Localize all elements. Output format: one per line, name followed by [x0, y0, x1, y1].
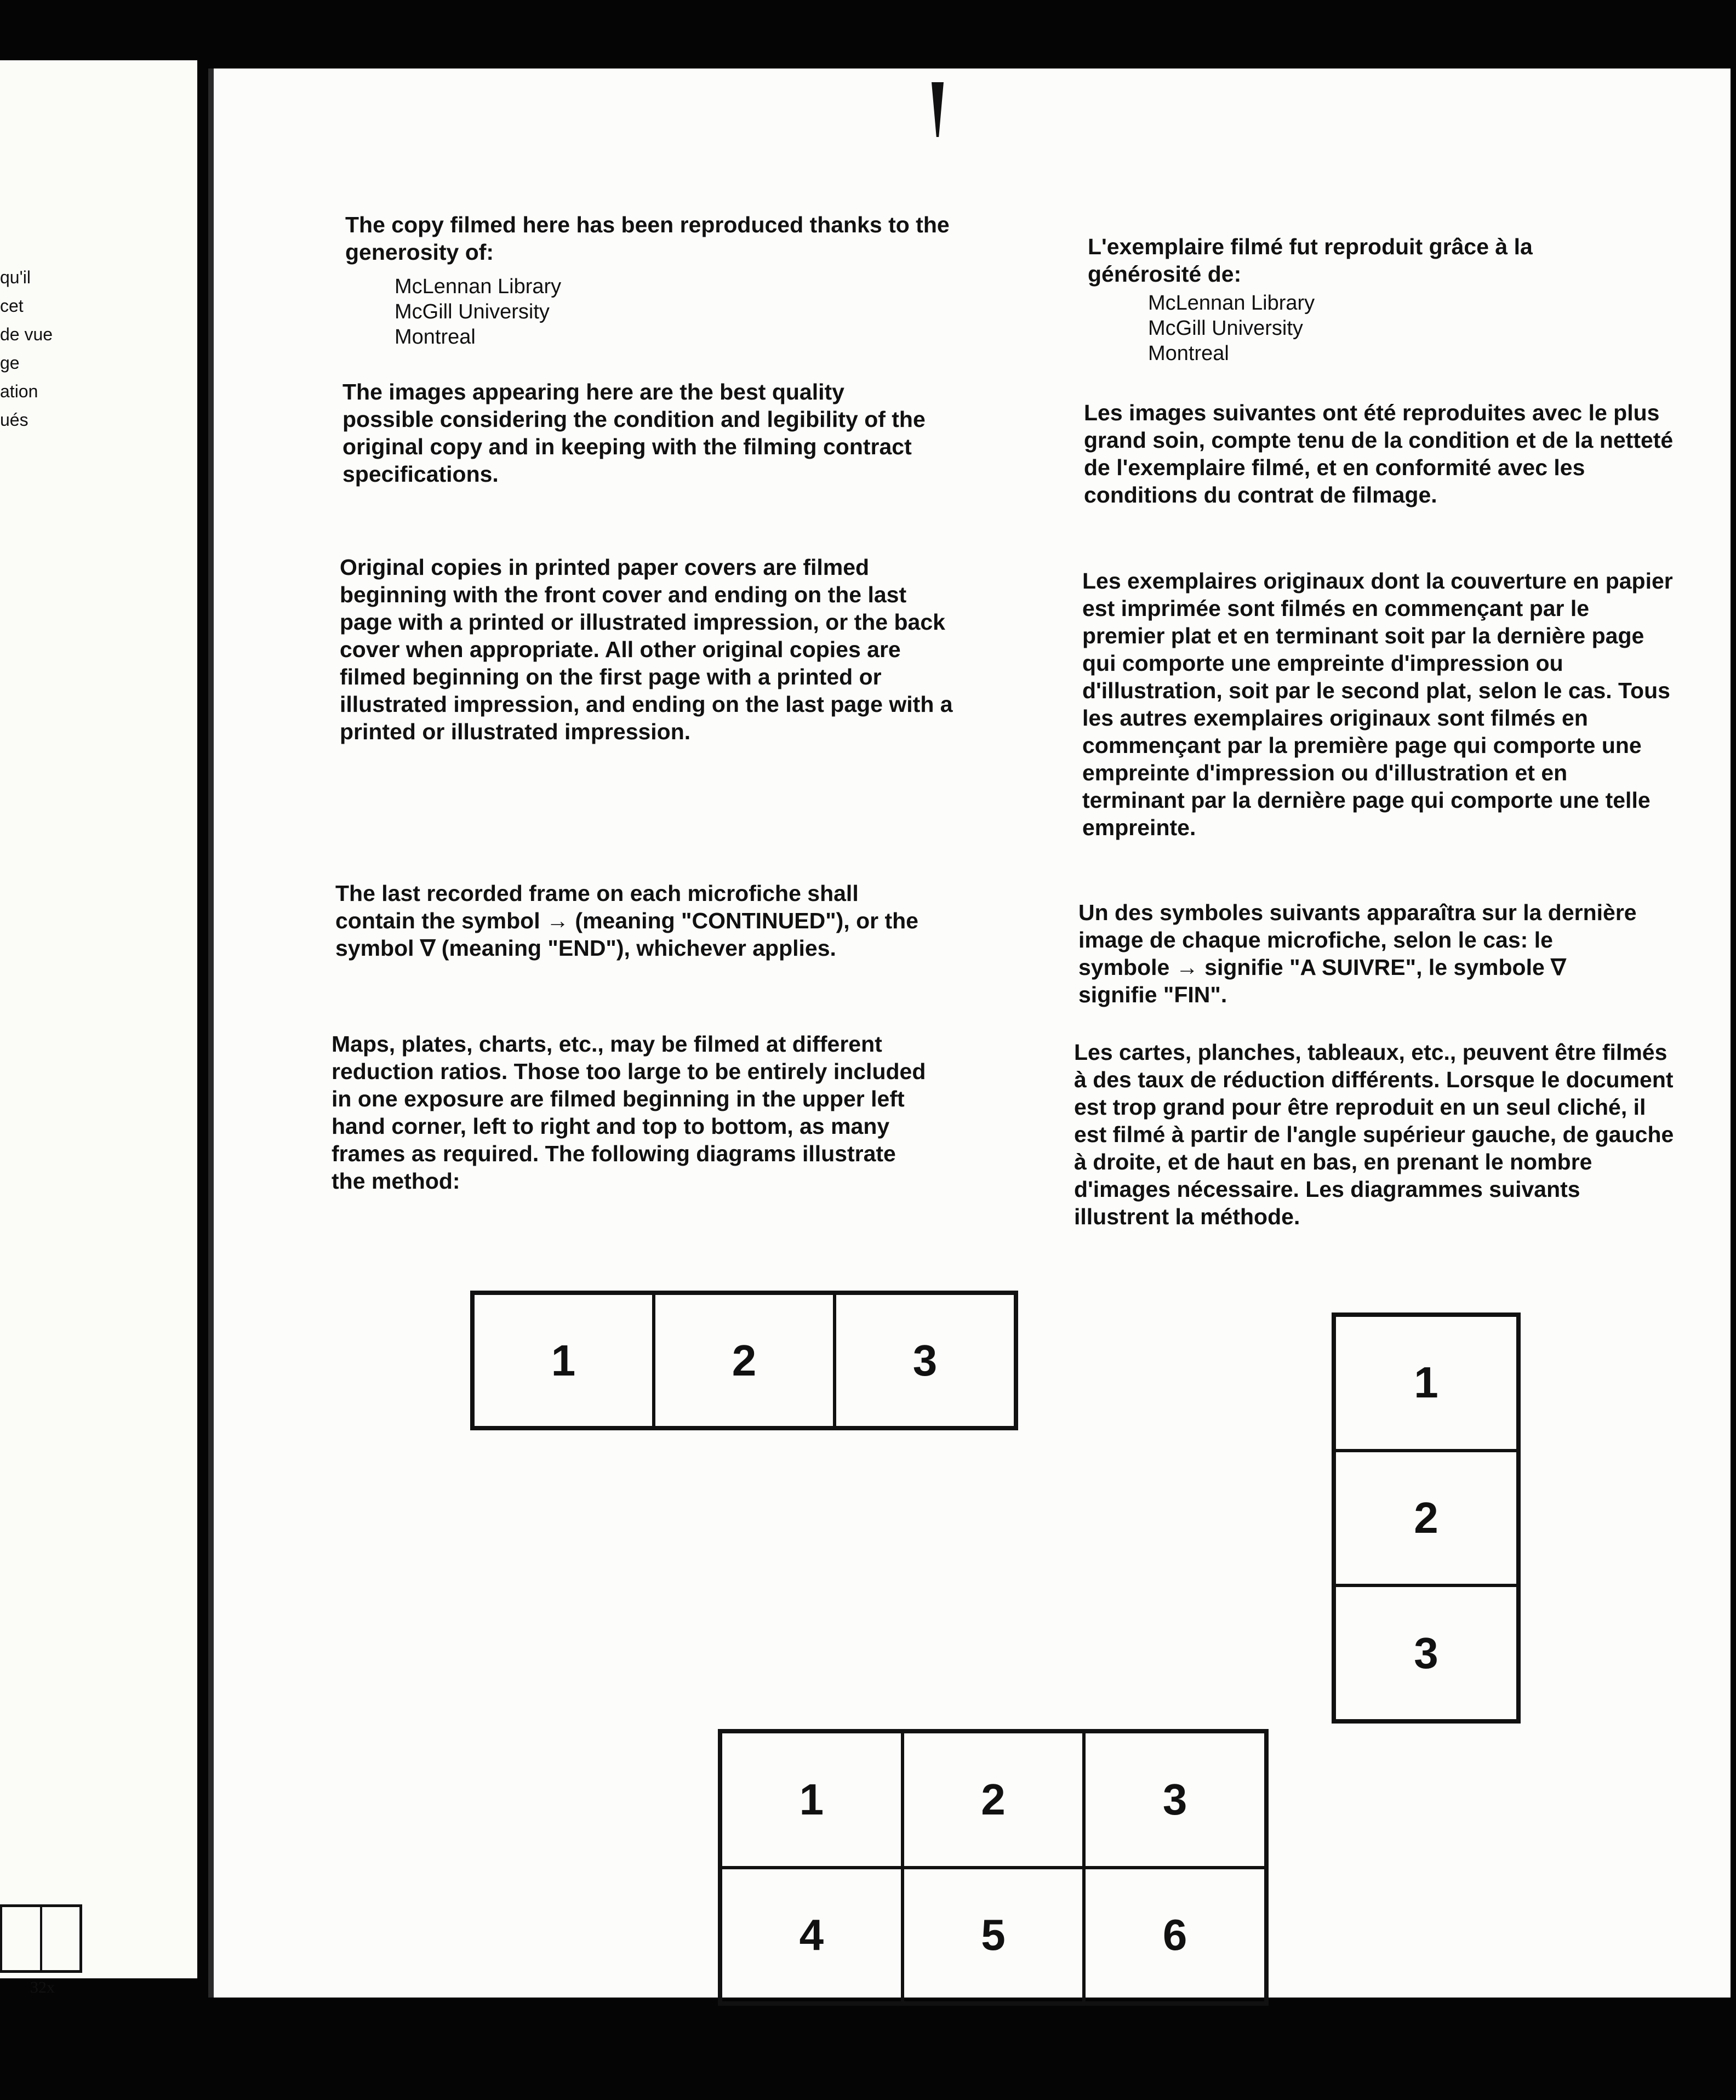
french-maps: Les cartes, planches, tableaux, etc., peuvent être filmés à des taux de réduction différents. Lorsque le document est trop grand pour être reproduit en un seul cliché, il est filmé à partir de l'angle supérieur gauche, de gauche à droite, et de haut en bas, en prenant le nombre d'images nécessaire. Les diagrammes suivants illustrent la méthode.: [1074, 1040, 1674, 1229]
arrow-icon: →: [1175, 955, 1198, 980]
frame-cell: 2: [654, 1293, 835, 1428]
symbols-text: (meaning "END"), whichever applies.: [441, 935, 836, 961]
frame-cell: 6: [1084, 1868, 1266, 2004]
english-originals: Original copies in printed paper covers are filmed beginning with the front cover and ending on the last page with a printed or illustrated impression, or the back cover when appropriate. All other original copies are filmed beginning on the first page with a printed or illustrated impression, and ending on the last page with a printed or illustrated impression.: [340, 555, 953, 744]
frame-cell: 2: [1334, 1451, 1518, 1586]
symbols-text: The last recorded frame on each microfiche shall contain the symbol: [335, 881, 859, 933]
arrow-icon: →: [546, 908, 569, 933]
diagram-row: [470, 1291, 1018, 1430]
diagram-column: [1332, 1312, 1521, 1724]
left-fragment: qu'il: [0, 267, 31, 287]
english-intro: The copy filmed here has been reproduced thanks to the generosity of:: [345, 212, 950, 265]
institution-line: Montreal: [1148, 342, 1229, 365]
frame-cell: 3: [1084, 1732, 1266, 1868]
english-institution: [395, 274, 723, 350]
french-originals: Les exemplaires originaux dont la couverture en papier est imprimée sont filmés en commençant par le premier plat et en terminant soit par la dernière page qui comporte une empreinte d'impression ou d'illustration, soit par le second plat, selon le cas. Tous les autres exemplaires originaux sont filmés en commençant par la première page qui comporte une empreinte d'impression ou d'illustration et en terminant par la dernière page qui comporte une telle empreinte.: [1082, 568, 1673, 840]
left-fragment: cet: [0, 296, 24, 316]
french-quality: Les images suivantes ont été reproduites avec le plus grand soin, compte tenu de la condition et de la netteté de l'exemplaire filmé, et en conformité avec les conditions du contrat de filmage.: [1084, 400, 1674, 507]
symbols-text: signifie "FIN".: [1078, 982, 1227, 1007]
institution-line: McGill University: [1148, 317, 1303, 340]
french-intro: L'exemplaire filmé fut reproduit grâce à la générosité de:: [1088, 234, 1533, 287]
frame-cell: 4: [721, 1868, 903, 2004]
institution-line: McLennan Library: [1148, 292, 1315, 315]
left-fragment: de vue: [0, 324, 53, 344]
frame-cell: 1: [721, 1732, 903, 1868]
frame-cell: 3: [835, 1293, 1015, 1428]
scale-label: 32x: [30, 1978, 55, 1996]
institution-line: Montreal: [395, 326, 476, 349]
symbols-text: (meaning "CONTINUED"), or the symbol: [335, 908, 918, 961]
symbols-text: signifie "A SUIVRE", le symbole: [1204, 955, 1545, 980]
left-page: [0, 60, 197, 1996]
frame-cell: 3: [1334, 1585, 1518, 1721]
frame-cell: 2: [903, 1732, 1084, 1868]
english-symbols: [335, 880, 922, 962]
left-fragment: ge: [0, 353, 20, 373]
symbols-text: Un des symboles suivants apparaîtra sur la dernière image de chaque microfiche, selon le cas: le symbole: [1078, 900, 1637, 980]
diagram-grid: [718, 1729, 1269, 2006]
left-fragment: ation: [0, 381, 38, 401]
frame-cell: 5: [903, 1868, 1084, 2004]
triangle-icon: ∇: [1551, 955, 1566, 980]
french-institution: [1148, 290, 1477, 366]
reduction-boxes: [0, 1904, 82, 1973]
triangle-icon: ∇: [420, 935, 436, 961]
english-quality: The images appearing here are the best quality possible considering the condition and legibility of the original copy and in keeping with the filming contract specifications.: [342, 379, 926, 487]
frame-cell: 1: [473, 1293, 654, 1428]
institution-line: McGill University: [395, 300, 550, 323]
french-symbols: [1078, 899, 1648, 1008]
frame-cell: 1: [1334, 1315, 1518, 1451]
institution-line: McLennan Library: [395, 275, 562, 298]
english-maps: Maps, plates, charts, etc., may be filmed at different reduction ratios. Those too large to be entirely included in one exposure are filmed beginning in the upper left hand corner, left to right and top to bottom, as many frames as required. The following diagrams illustrate the method:: [332, 1031, 926, 1194]
left-fragment: ués: [0, 410, 28, 430]
